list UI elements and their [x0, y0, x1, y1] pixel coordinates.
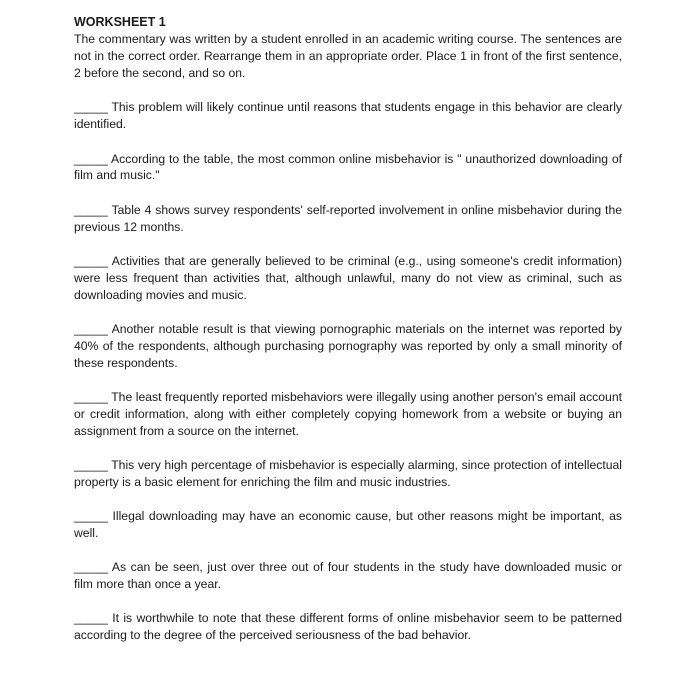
- sentence-text: It is worthwhile to note that these different forms of online misbehavior seem to be patterned according to the degree of the perceived seriousness of the bad behavior.: [74, 611, 622, 643]
- sentence-text: This problem will likely continue until reasons that students engage in this behavior are clearly identified.: [74, 100, 622, 132]
- answer-blank[interactable]: _____: [74, 457, 108, 472]
- answer-blank[interactable]: _____: [74, 611, 108, 626]
- answer-blank[interactable]: _____: [74, 151, 108, 166]
- sentence-item: [74, 202, 622, 236]
- answer-blank[interactable]: _____: [74, 253, 108, 268]
- sentence-item: [74, 457, 622, 491]
- sentence-text: According to the table, the most common online misbehavior is " unauthorized downloading of film and music.": [74, 151, 622, 183]
- sentence-text: The least frequently reported misbehaviors were illegally using another person's email account or credit information, along with either completely copying homework from a website or buying an assignment from a source on the internet.: [74, 389, 622, 438]
- sentence-text: Another notable result is that viewing pornographic materials on the internet was reported by 40% of the respondents, although purchasing pornography was reported by only a small minority of these respondents.: [74, 321, 622, 370]
- sentence-item: [74, 389, 622, 439]
- answer-blank[interactable]: _____: [74, 389, 108, 404]
- sentence-item: [74, 559, 622, 593]
- sentence-item: [74, 151, 622, 185]
- worksheet-title: WORKSHEET 1: [74, 15, 166, 29]
- sentence-text: As can be seen, just over three out of four students in the study have downloaded music or film more than once a year.: [74, 560, 622, 592]
- sentence-text: Table 4 shows survey respondents' self-reported involvement in online misbehavior during the previous 12 months.: [74, 202, 622, 234]
- sentence-item: [74, 321, 622, 371]
- answer-blank[interactable]: _____: [74, 100, 108, 115]
- answer-blank[interactable]: _____: [74, 202, 108, 217]
- sentence-text: Illegal downloading may have an economic cause, but other reasons might be important, as well.: [74, 509, 622, 540]
- sentence-item: [74, 253, 622, 303]
- worksheet-page: [74, 14, 622, 662]
- sentence-item: [74, 99, 622, 133]
- sentence-item: [74, 610, 622, 644]
- sentence-text: This very high percentage of misbehavior is especially alarming, since protection of intellectual property is a basic element for enriching the film and music industries.: [74, 457, 622, 489]
- sentence-item: [74, 508, 622, 542]
- worksheet-instructions: The commentary was written by a student enrolled in an academic writing course. The sentences are not in the correct order. Rearrange them in an appropriate order. Place 1 in front of the first sentence, 2 before the second, and so on.: [74, 32, 622, 80]
- answer-blank[interactable]: _____: [74, 321, 108, 336]
- answer-blank[interactable]: _____: [74, 560, 108, 575]
- answer-blank[interactable]: _____: [74, 509, 108, 524]
- sentence-text: Activities that are generally believed to be criminal (e.g., using someone's credit information) were less frequent than activities that, although unlawful, many do not view as criminal, such as downloading movies and music.: [74, 253, 622, 302]
